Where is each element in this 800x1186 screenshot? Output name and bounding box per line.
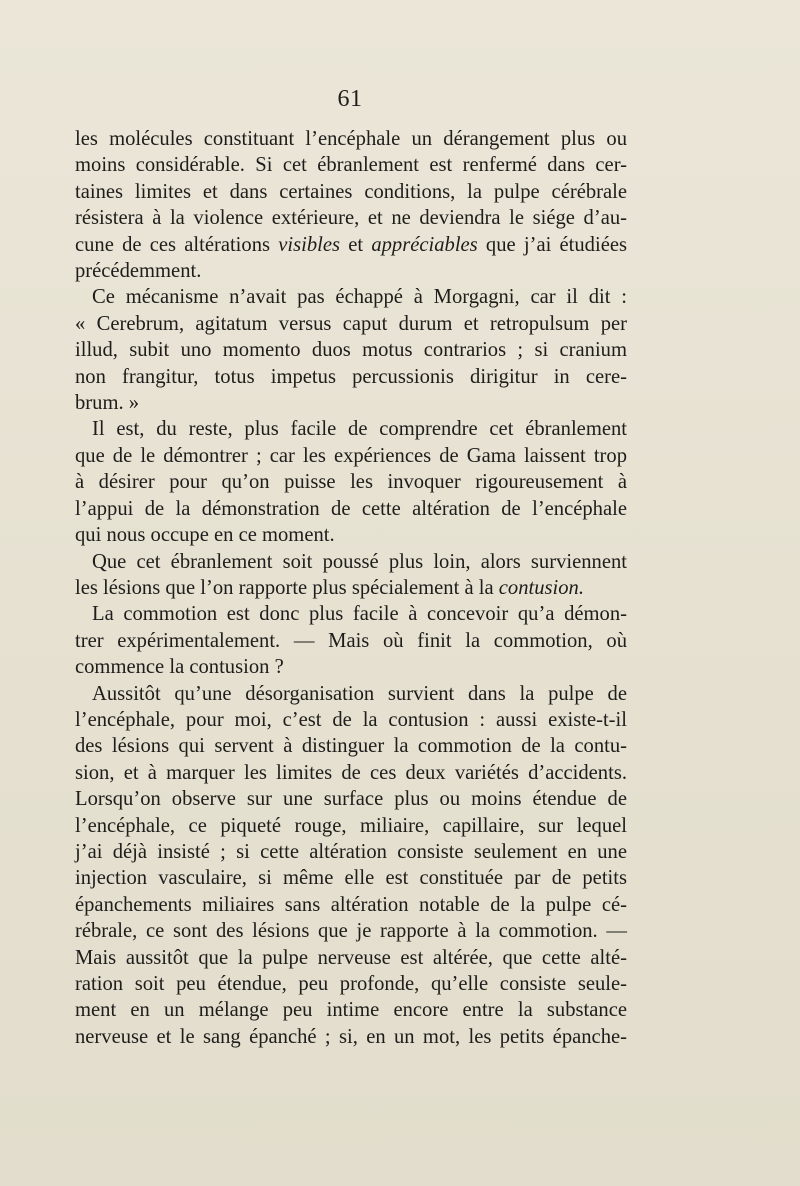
text-line xyxy=(75,522,627,548)
text-line xyxy=(75,945,627,971)
text-run: que j’ai étudiées xyxy=(477,233,627,256)
text-line xyxy=(75,390,627,416)
text-line xyxy=(75,971,627,997)
text-run: l’encéphale, pour moi, c’est de la contusion : aussi existe-t-il xyxy=(75,708,627,731)
text-line xyxy=(75,284,627,310)
text-line xyxy=(75,575,627,601)
text-run: ment en un mélange peu intime encore entre la substance xyxy=(75,999,627,1022)
text-run: Lorsqu’on observe sur une surface plus ou moins étendue de xyxy=(75,788,627,811)
text-run: épanchements miliaires sans altération notable de la pulpe cé- xyxy=(75,893,627,916)
text-line xyxy=(75,733,627,759)
text-line xyxy=(75,918,627,944)
text-run: Aussitôt qu’une désorganisation survient dans la pulpe de xyxy=(92,682,627,705)
text-line xyxy=(75,1024,627,1050)
text-line xyxy=(75,364,627,390)
italic-text: visibles xyxy=(278,233,341,256)
text-run: « Cerebrum, agitatum versus caput durum et retropulsum per xyxy=(75,312,627,335)
text-line xyxy=(75,179,627,205)
text-run: j’ai déjà insisté ; si cette altération consiste seulement en une xyxy=(75,840,627,863)
text-line xyxy=(75,839,627,865)
body-text xyxy=(75,126,627,1050)
text-run: l’encéphale, ce piqueté rouge, miliaire, capillaire, sur lequel xyxy=(75,814,627,837)
text-run: cune de ces altérations xyxy=(75,233,279,256)
text-run: Que cet ébranlement soit poussé plus loin, alors surviennent xyxy=(92,550,627,573)
text-line xyxy=(75,786,627,812)
text-run: les molécules constituant l’encéphale un dérangement plus ou xyxy=(75,128,627,150)
page-number: 61 xyxy=(337,86,363,112)
text-run: trer expérimentalement. — Mais où finit la commotion, où xyxy=(75,629,627,652)
text-line xyxy=(75,549,627,575)
text-run: non frangitur, totus impetus percussionis dirigitur in cere- xyxy=(75,365,627,388)
text-line xyxy=(75,628,627,654)
text-run: précédemment. xyxy=(75,260,202,283)
text-run: Ce mécanisme n’avait pas échappé à Morgagni, car il dit : xyxy=(92,286,627,309)
text-line xyxy=(75,337,627,363)
text-run: taines limites et dans certaines conditions, la pulpe cérébrale xyxy=(75,180,627,203)
text-run: et xyxy=(340,233,372,256)
text-line xyxy=(75,443,627,469)
text-run: des lésions qui servent à distinguer la commotion de la contu- xyxy=(75,735,627,758)
text-run: injection vasculaire, si même elle est constituée par de petits xyxy=(75,867,627,890)
text-line xyxy=(75,205,627,231)
text-line xyxy=(75,760,627,786)
text-run: sion, et à marquer les limites de ces deux variétés d’accidents. xyxy=(75,761,627,784)
text-run: qui nous occupe en ce moment. xyxy=(75,524,335,547)
text-line xyxy=(75,496,627,522)
text-line xyxy=(75,469,627,495)
text-line xyxy=(75,601,627,627)
text-run: Mais aussitôt que la pulpe nerveuse est altérée, que cette alté- xyxy=(75,946,627,969)
text-line xyxy=(75,416,627,442)
text-run: les lésions que l’on rapporte plus spécialement à la xyxy=(75,576,499,599)
text-line xyxy=(75,997,627,1023)
text-line xyxy=(75,892,627,918)
text-run: nerveuse et le sang épanché ; si, en un mot, les petits épanche- xyxy=(75,1025,627,1048)
text-line xyxy=(75,865,627,891)
text-line xyxy=(75,232,627,258)
text-run: La commotion est donc plus facile à concevoir qu’a démon- xyxy=(92,603,627,626)
text-run: à désirer pour qu’on puisse les invoquer rigoureusement à xyxy=(75,471,627,494)
text-run: rébrale, ce sont des lésions que je rapporte à la commotion. — xyxy=(75,920,627,943)
text-run: illud, subit uno momento duos motus contrarios ; si cranium xyxy=(75,339,627,362)
text-line xyxy=(75,654,627,680)
text-line xyxy=(75,126,627,152)
text-run: ration soit peu étendue, peu profonde, qu’elle consiste seule- xyxy=(75,973,627,995)
text-run: brum. » xyxy=(75,392,140,415)
text-run: que de le démontrer ; car les expériences de Gama laissent trop xyxy=(75,444,627,467)
text-run: l’appui de la démonstration de cette altération de l’encéphale xyxy=(75,497,627,520)
text-line xyxy=(75,311,627,337)
text-run: Il est, du reste, plus facile de comprendre cet ébranlement xyxy=(92,418,627,441)
italic-text: contusion. xyxy=(498,576,584,599)
text-run: moins considérable. Si cet ébranlement est renfermé dans cer- xyxy=(75,154,627,177)
text-run: résistera à la violence extérieure, et ne deviendra le siége d’au- xyxy=(75,207,627,230)
text-line xyxy=(75,152,627,178)
italic-text: appréciables xyxy=(371,233,478,256)
text-line xyxy=(75,258,627,284)
text-line xyxy=(75,707,627,733)
text-run: commence la contusion ? xyxy=(75,656,284,679)
text-line xyxy=(75,681,627,707)
text-line xyxy=(75,813,627,839)
